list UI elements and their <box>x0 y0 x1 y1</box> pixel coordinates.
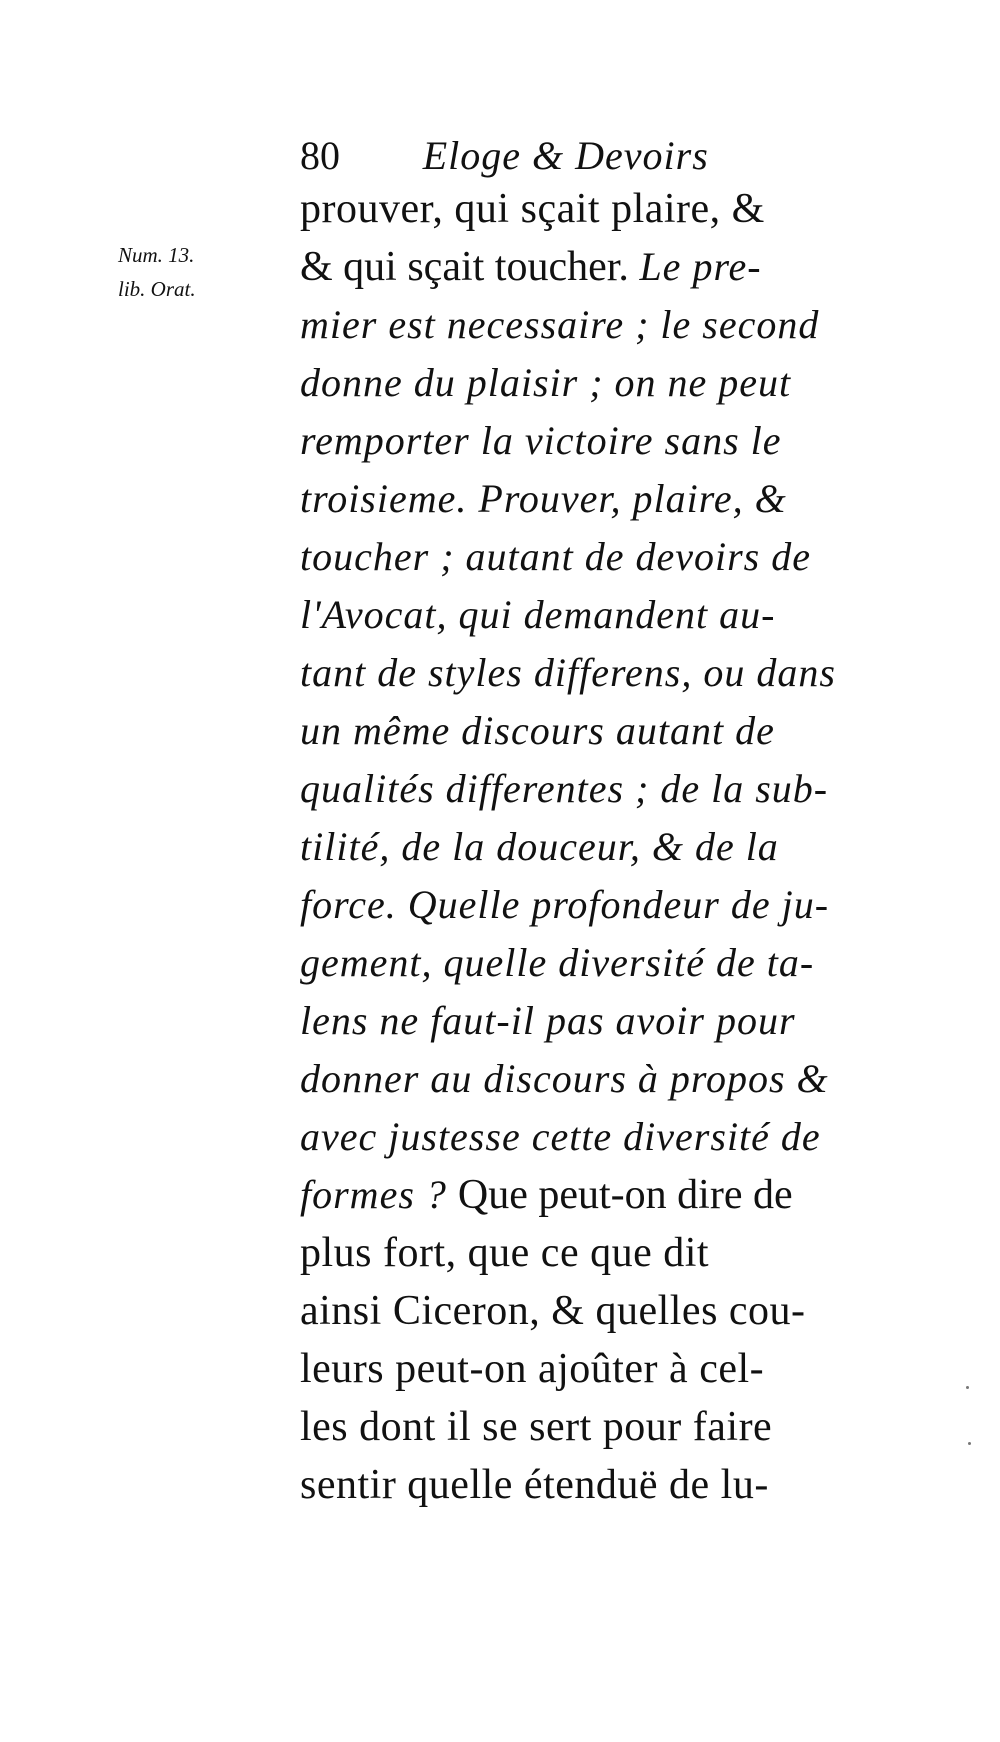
text-line-9: tant de styles differens, ou dans <box>300 650 836 695</box>
text-line-14: gement, quelle diversité de ta- <box>300 940 815 985</box>
margin-note-line-2: lib. Orat. <box>118 277 196 301</box>
text-line-13: force. Quelle profondeur de ju- <box>300 882 830 927</box>
body-text <box>300 180 880 1514</box>
text-line-17: avec justesse cette diversité de <box>300 1114 821 1159</box>
text-line-20: ainsi Ciceron, & quelles cou- <box>300 1288 806 1334</box>
text-line-21: leurs peut-on ajoûter à cel- <box>300 1346 765 1392</box>
text-line-18-roman: Que peut-on dire de <box>457 1172 793 1218</box>
text-line-7: toucher ; autant de devoirs de <box>300 534 811 579</box>
text-line-23: sentir quelle étenduë de lu- <box>300 1462 769 1508</box>
margin-note-line-1: Num. 13. <box>118 243 195 267</box>
margin-note <box>118 238 288 306</box>
text-line-19: plus fort, que ce que dit <box>300 1230 710 1276</box>
text-line-2 <box>300 238 880 296</box>
running-head: Eloge & Devoirs <box>422 133 709 178</box>
text-line-16: donner au discours à propos & <box>300 1056 829 1101</box>
text-line-3: mier est necessaire ; le second <box>300 302 820 347</box>
text-line-2-italic: Le pre- <box>639 244 762 289</box>
text-line-6: troisieme. Prouver, plaire, & <box>300 476 787 521</box>
paper-speck <box>968 1442 971 1445</box>
page-number: 80 <box>300 133 340 178</box>
text-line-15: lens ne faut-il pas avoir pour <box>300 998 796 1043</box>
paper-speck <box>966 1386 969 1389</box>
text-line-12: tilité, de la douceur, & de la <box>300 824 779 869</box>
text-line-2-roman: & qui sçait toucher. <box>300 244 640 290</box>
text-line-18 <box>300 1166 880 1224</box>
text-line-4: donne du plaisir ; on ne peut <box>300 360 792 405</box>
text-line-10: un même discours autant de <box>300 708 775 753</box>
text-line-1: prouver, qui sçait plaire, & <box>300 186 765 232</box>
page-header <box>300 128 880 184</box>
text-line-5: remporter la victoire sans le <box>300 418 782 463</box>
text-line-22: les dont il se sert pour faire <box>300 1404 773 1450</box>
text-line-8: l'Avocat, qui demandent au- <box>300 592 776 637</box>
text-line-11: qualités differentes ; de la sub- <box>300 766 829 811</box>
text-line-18-italic: formes ? <box>300 1172 458 1217</box>
